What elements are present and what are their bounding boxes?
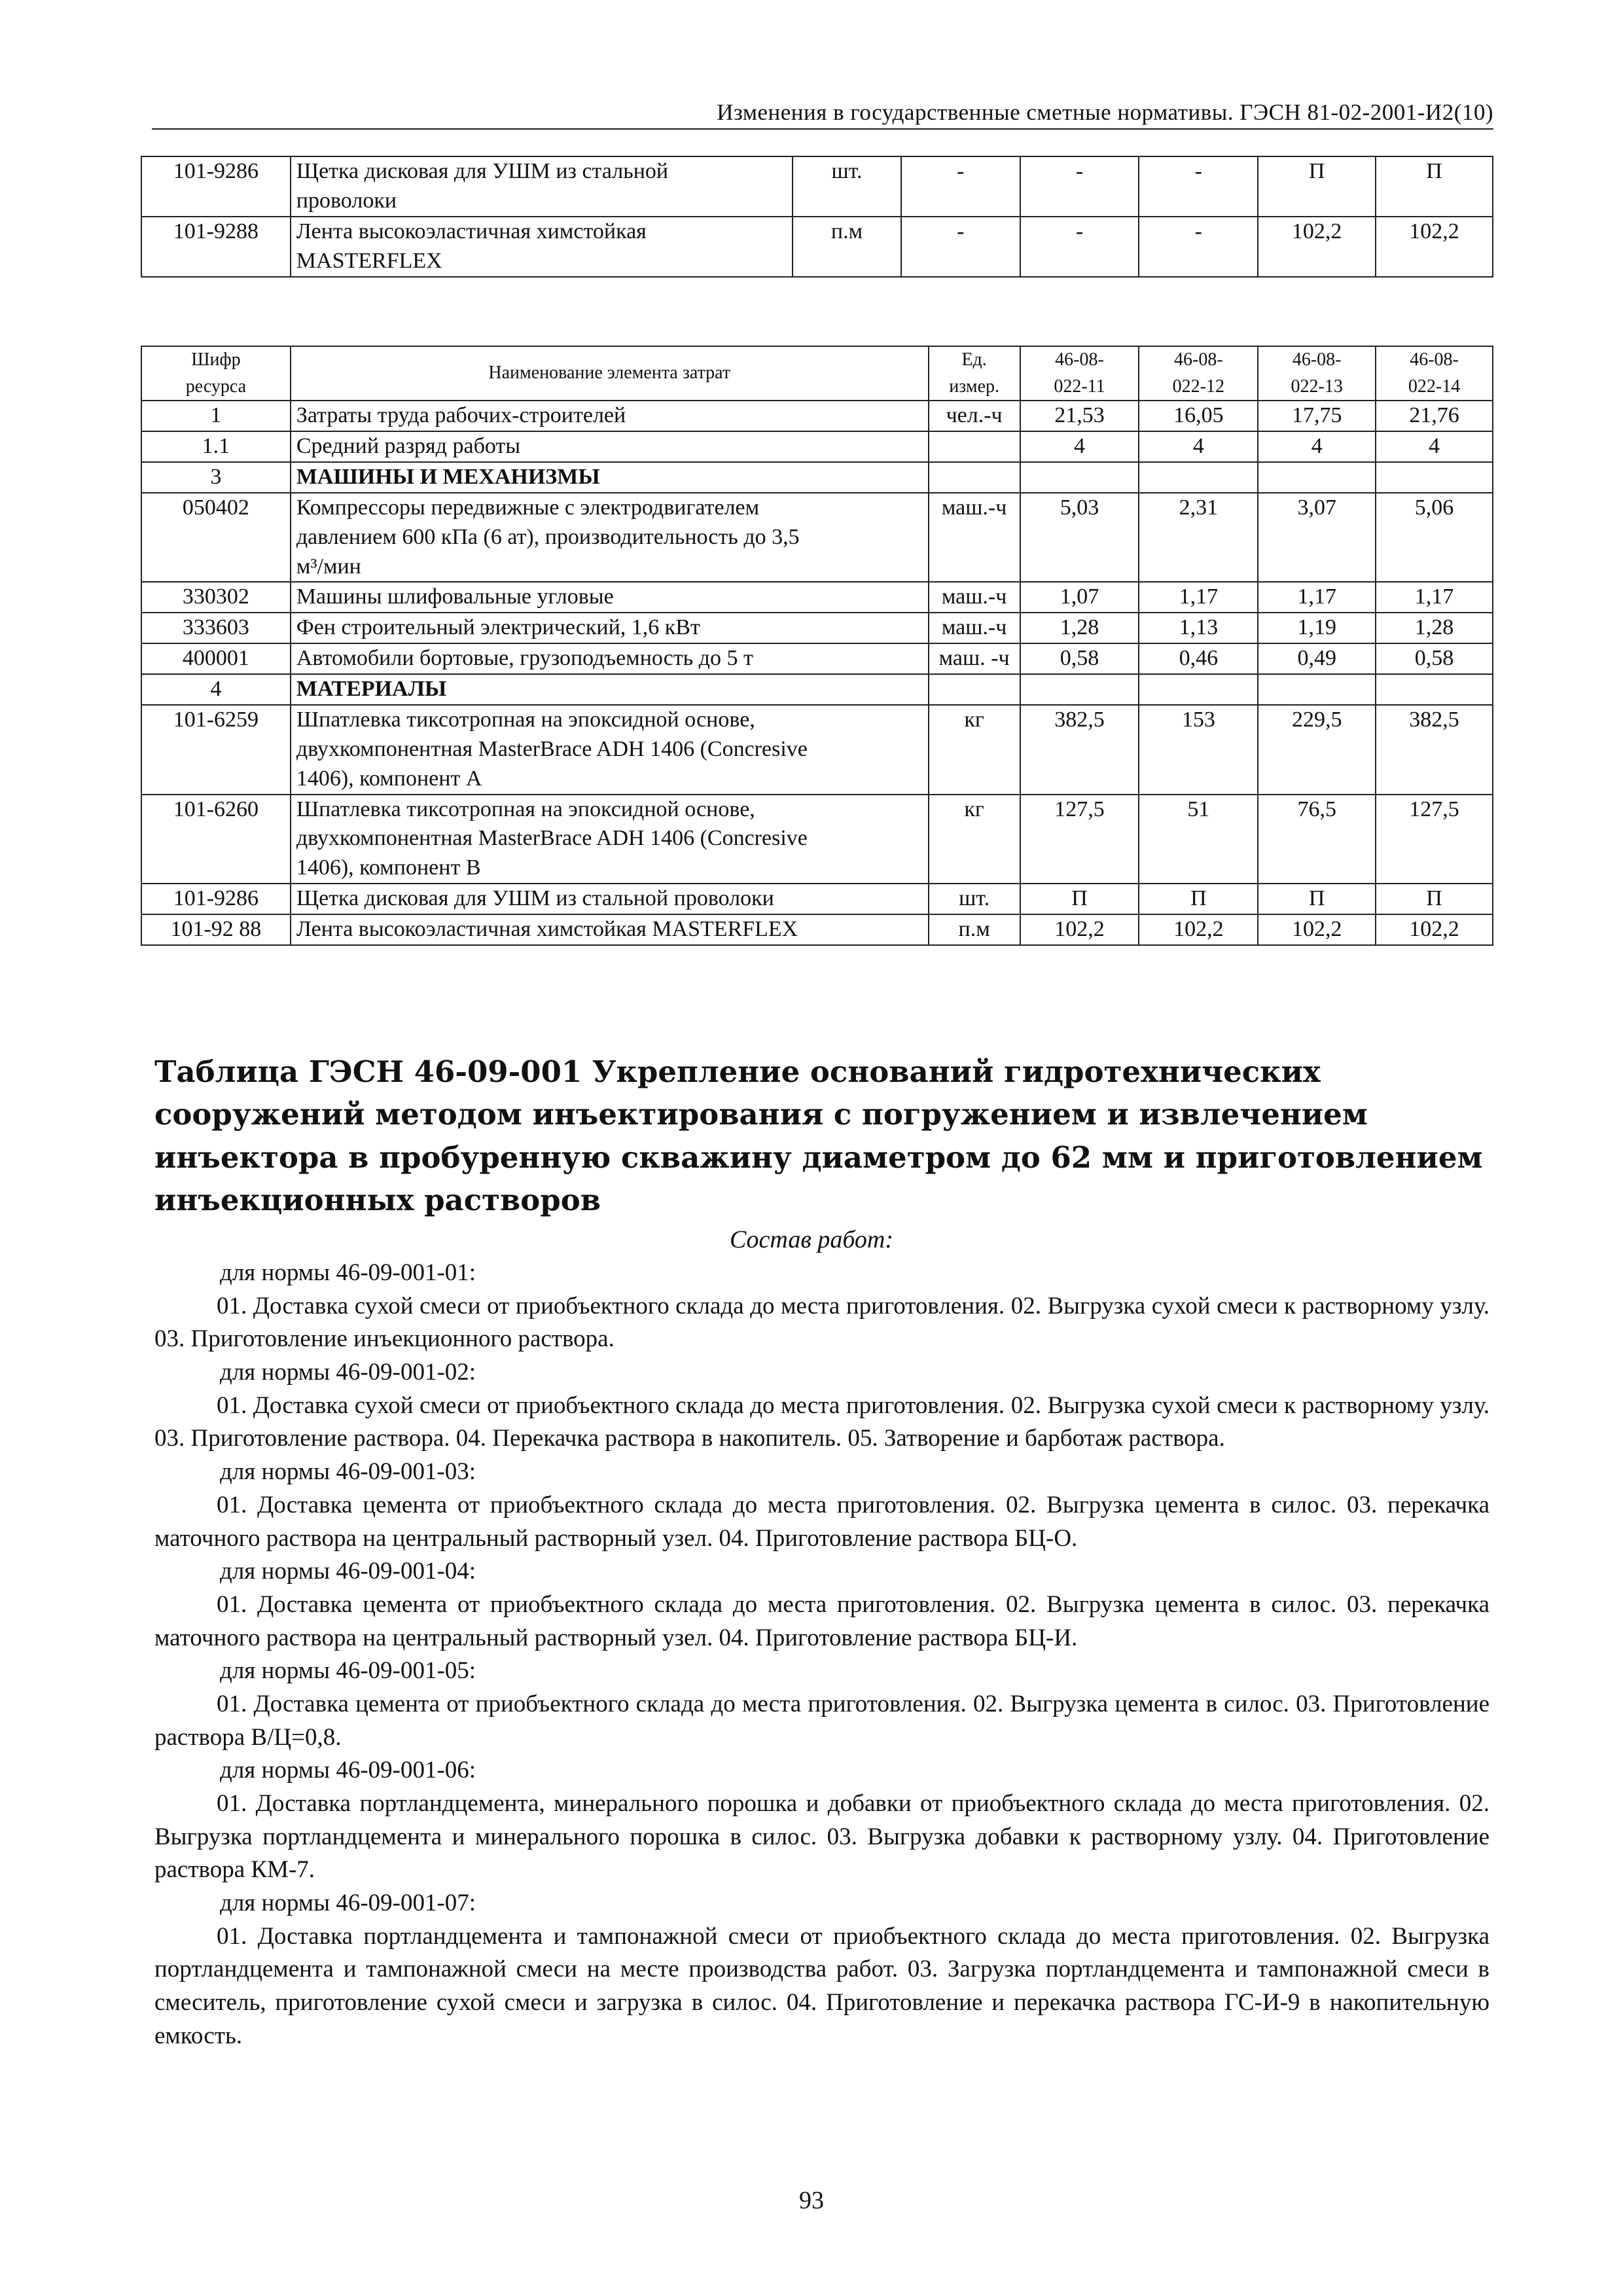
table-continued	[141, 156, 1493, 278]
table-row	[141, 401, 1493, 431]
table-row	[141, 217, 1493, 277]
resource-code: 1	[141, 401, 291, 431]
table-row	[141, 156, 1493, 217]
value-cell	[1376, 462, 1493, 493]
norm-text: 01. Доставка цемента от приобъектного склада до места приготовления. 02. Выгрузка цемента в силос. 03. Приготовление раствора В/Ц=0,8.	[154, 1690, 1489, 1751]
value-cell: 0,49	[1258, 643, 1376, 674]
norm-label: для нормы 46-09-001-06:	[220, 1757, 476, 1784]
table-row	[141, 705, 1493, 795]
value-cell: 76,5	[1258, 795, 1376, 884]
resource-name: Средний разряд работы	[291, 431, 929, 462]
resource-code: 101-9288	[141, 217, 291, 277]
work-composition	[154, 1257, 1489, 2053]
resource-code: 333603	[141, 613, 291, 643]
value-cell: 382,5	[1376, 705, 1493, 795]
unit: маш.-ч	[929, 493, 1020, 583]
col-header-name: Наименование элемента затрат	[291, 346, 929, 401]
resource-code: 330302	[141, 582, 291, 613]
page-number: 93	[799, 2187, 824, 2214]
unit	[929, 462, 1020, 493]
norm-text: 01. Доставка цемента от приобъектного склада до места приготовления. 02. Выгрузка цемента в силос. 03. перекачка маточного раствора на центральный растворный узел. 04. Приготовление раствора БЦ-И.	[154, 1590, 1489, 1651]
table-row	[141, 582, 1493, 613]
unit: маш.-ч	[929, 613, 1020, 643]
resource-code: 1.1	[141, 431, 291, 462]
value-cell: 1,19	[1258, 613, 1376, 643]
col-header-norm: 46-08- 022-11	[1020, 346, 1139, 401]
resource-name: Компрессоры передвижные с электродвигателем давлением 600 кПа (6 ат), производительность до 3,5 м³/мин	[291, 493, 929, 583]
unit: п.м	[929, 914, 1020, 945]
value-cell: 127,5	[1020, 795, 1139, 884]
resource-code: 3	[141, 462, 291, 493]
value-cell: 51	[1139, 795, 1258, 884]
value-cell	[1020, 674, 1139, 705]
value-cell: 5,03	[1020, 493, 1139, 583]
value-cell: 5,06	[1376, 493, 1493, 583]
unit: маш. -ч	[929, 643, 1020, 674]
unit: п.м	[793, 217, 901, 277]
value-cell: 0,58	[1376, 643, 1493, 674]
value-cell: 0,46	[1139, 643, 1258, 674]
value-cell: 153	[1139, 705, 1258, 795]
value-cell: 0,58	[1020, 643, 1139, 674]
table-header-row	[141, 346, 1493, 401]
value-cell: 16,05	[1139, 401, 1258, 431]
value-cell: 229,5	[1258, 705, 1376, 795]
value-cell: П	[1258, 884, 1376, 914]
resource-code: 050402	[141, 493, 291, 583]
resource-code: 101-9286	[141, 156, 291, 217]
value-cell: 1,28	[1376, 613, 1493, 643]
value-cell	[1020, 462, 1139, 493]
unit	[929, 674, 1020, 705]
table-row	[141, 431, 1493, 462]
resource-table-body	[141, 401, 1493, 945]
value-cell	[1139, 462, 1258, 493]
value-cell: 21,76	[1376, 401, 1493, 431]
value-cell: 102,2	[1139, 914, 1258, 945]
norm-text: 01. Доставка портландцемента, минерального порошка и добавки от приобъектного склада до места приготовления. 02. Выгрузка портландцемента и минерального порошка в силос. 03. Выгрузка добавки к растворному узлу. 04. Приготовление раствора КМ-7.	[154, 1790, 1489, 1884]
table-row	[141, 613, 1493, 643]
value-cell: 102,2	[1376, 914, 1493, 945]
resource-name: Шпатлевка тиксотропная на эпоксидной основе, двухкомпонентная MasterBrace ADH 1406 (Concresive 1406), компонент А	[291, 705, 929, 795]
value-cell: 4	[1376, 431, 1493, 462]
resource-name: Автомобили бортовые, грузоподъемность до 5 т	[291, 643, 929, 674]
col-header-norm: 46-08- 022-12	[1139, 346, 1258, 401]
resource-code: 101-9286	[141, 884, 291, 914]
norm-label: для нормы 46-09-001-07:	[220, 1890, 476, 1917]
resource-code: 4	[141, 674, 291, 705]
value-cell	[1258, 462, 1376, 493]
table-row	[141, 795, 1493, 884]
resource-name: Шпатлевка тиксотропная на эпоксидной основе, двухкомпонентная MasterBrace ADH 1406 (Concresive 1406), компонент В	[291, 795, 929, 884]
resource-code: 101-92 88	[141, 914, 291, 945]
value-cell: 1,07	[1020, 582, 1139, 613]
norm-label: для нормы 46-09-001-01:	[220, 1259, 476, 1286]
value-cell: 17,75	[1258, 401, 1376, 431]
value-cell: 127,5	[1376, 795, 1493, 884]
table-row	[141, 884, 1493, 914]
resource-table	[141, 346, 1493, 946]
composition-label: Состав работ:	[729, 1226, 894, 1253]
value-cell	[1258, 674, 1376, 705]
norm-text: 01. Доставка сухой смеси от приобъектного склада до места приготовления. 02. Выгрузка сухой смеси к растворному узлу. 03. Приготовление инъекционного раствора.	[154, 1292, 1489, 1353]
section-title: Таблица ГЭСН 46-09-001 Укрепление оснований гидротехнических сооружений методом инъектирования с погружением и извлечением инъектора в пробуренную скважину диаметром до 62 мм и приготовлением инъекционных растворов	[154, 1054, 1483, 1217]
value-cell: -	[901, 217, 1020, 277]
resource-name: МАТЕРИАЛЫ	[291, 674, 929, 705]
value-cell	[1376, 674, 1493, 705]
value-cell: П	[1376, 156, 1493, 217]
unit	[929, 431, 1020, 462]
value-cell: 102,2	[1376, 217, 1493, 277]
value-cell: 382,5	[1020, 705, 1139, 795]
resource-name: МАШИНЫ И МЕХАНИЗМЫ	[291, 462, 929, 493]
resource-name: Машины шлифовальные угловые	[291, 582, 929, 613]
value-cell: 2,31	[1139, 493, 1258, 583]
value-cell	[1139, 674, 1258, 705]
table-row	[141, 493, 1493, 583]
value-cell: -	[1020, 156, 1139, 217]
norm-label: для нормы 46-09-001-04:	[220, 1558, 476, 1585]
value-cell: 4	[1020, 431, 1139, 462]
value-cell: 1,17	[1258, 582, 1376, 613]
unit: чел.-ч	[929, 401, 1020, 431]
norm-label: для нормы 46-09-001-02:	[220, 1359, 476, 1386]
value-cell: П	[1258, 156, 1376, 217]
value-cell: 102,2	[1258, 914, 1376, 945]
norm-text: 01. Доставка портландцемента и тампонажной смеси от приобъектного склада до места приготовления. 02. Выгрузка портландцемента и тампонажной смеси на месте производства работ. 03. Загрузка портландцемента и тампонажной смеси в смеситель, приготовление сухой смеси и загрузка в силос. 04. Приготовление и перекачка раствора ГС-И-9 в накопительную емкость.	[154, 1922, 1489, 2049]
unit: кг	[929, 705, 1020, 795]
unit: маш.-ч	[929, 582, 1020, 613]
norm-label: для нормы 46-09-001-05:	[220, 1657, 476, 1685]
value-cell: -	[901, 156, 1020, 217]
table-row	[141, 462, 1493, 493]
value-cell: -	[1139, 156, 1258, 217]
value-cell: 1,28	[1020, 613, 1139, 643]
running-header	[152, 97, 1493, 130]
resource-code: 101-6259	[141, 705, 291, 795]
col-header-unit: Ед. измер.	[929, 346, 1020, 401]
col-header-norm: 46-08- 022-14	[1376, 346, 1493, 401]
value-cell: 102,2	[1258, 217, 1376, 277]
resource-name: Фен строительный электрический, 1,6 кВт	[291, 613, 929, 643]
value-cell: 102,2	[1020, 914, 1139, 945]
unit: кг	[929, 795, 1020, 884]
value-cell: 4	[1139, 431, 1258, 462]
resource-code: 400001	[141, 643, 291, 674]
value-cell: 3,07	[1258, 493, 1376, 583]
col-header-code: Шифр ресурса	[141, 346, 291, 401]
value-cell: 1,17	[1139, 582, 1258, 613]
table-row	[141, 674, 1493, 705]
unit: шт.	[929, 884, 1020, 914]
resource-name: Щетка дисковая для УШМ из стальной проволоки	[291, 884, 929, 914]
norm-text: 01. Доставка цемента от приобъектного склада до места приготовления. 02. Выгрузка цемента в силос. 03. перекачка маточного раствора на центральный растворный узел. 04. Приготовление раствора БЦ-О.	[154, 1491, 1489, 1552]
value-cell: 4	[1258, 431, 1376, 462]
value-cell: 1,17	[1376, 582, 1493, 613]
norm-text: 01. Доставка сухой смеси от приобъектного склада до места приготовления. 02. Выгрузка сухой смеси к растворному узлу. 03. Приготовление раствора. 04. Перекачка раствора в накопитель. 05. Затворение и барботаж раствора.	[154, 1391, 1489, 1452]
value-cell: П	[1376, 884, 1493, 914]
col-header-norm: 46-08- 022-13	[1258, 346, 1376, 401]
value-cell: П	[1020, 884, 1139, 914]
resource-name: Лента высокоэластичная химстойкая MASTERFLEX	[291, 217, 793, 277]
value-cell: 1,13	[1139, 613, 1258, 643]
resource-name: Щетка дисковая для УШМ из стальной проволоки	[291, 156, 793, 217]
unit: шт.	[793, 156, 901, 217]
table-row	[141, 643, 1493, 674]
resource-code: 101-6260	[141, 795, 291, 884]
table-row	[141, 914, 1493, 945]
norm-label: для нормы 46-09-001-03:	[220, 1458, 476, 1486]
value-cell: -	[1139, 217, 1258, 277]
resource-name: Затраты труда рабочих-строителей	[291, 401, 929, 431]
running-header-text: Изменения в государственные сметные нормативы. ГЭСН 81-02-2001-И2(10)	[717, 99, 1493, 125]
value-cell: 21,53	[1020, 401, 1139, 431]
resource-name: Лента высокоэластичная химстойкая MASTERFLEX	[291, 914, 929, 945]
value-cell: -	[1020, 217, 1139, 277]
value-cell: П	[1139, 884, 1258, 914]
